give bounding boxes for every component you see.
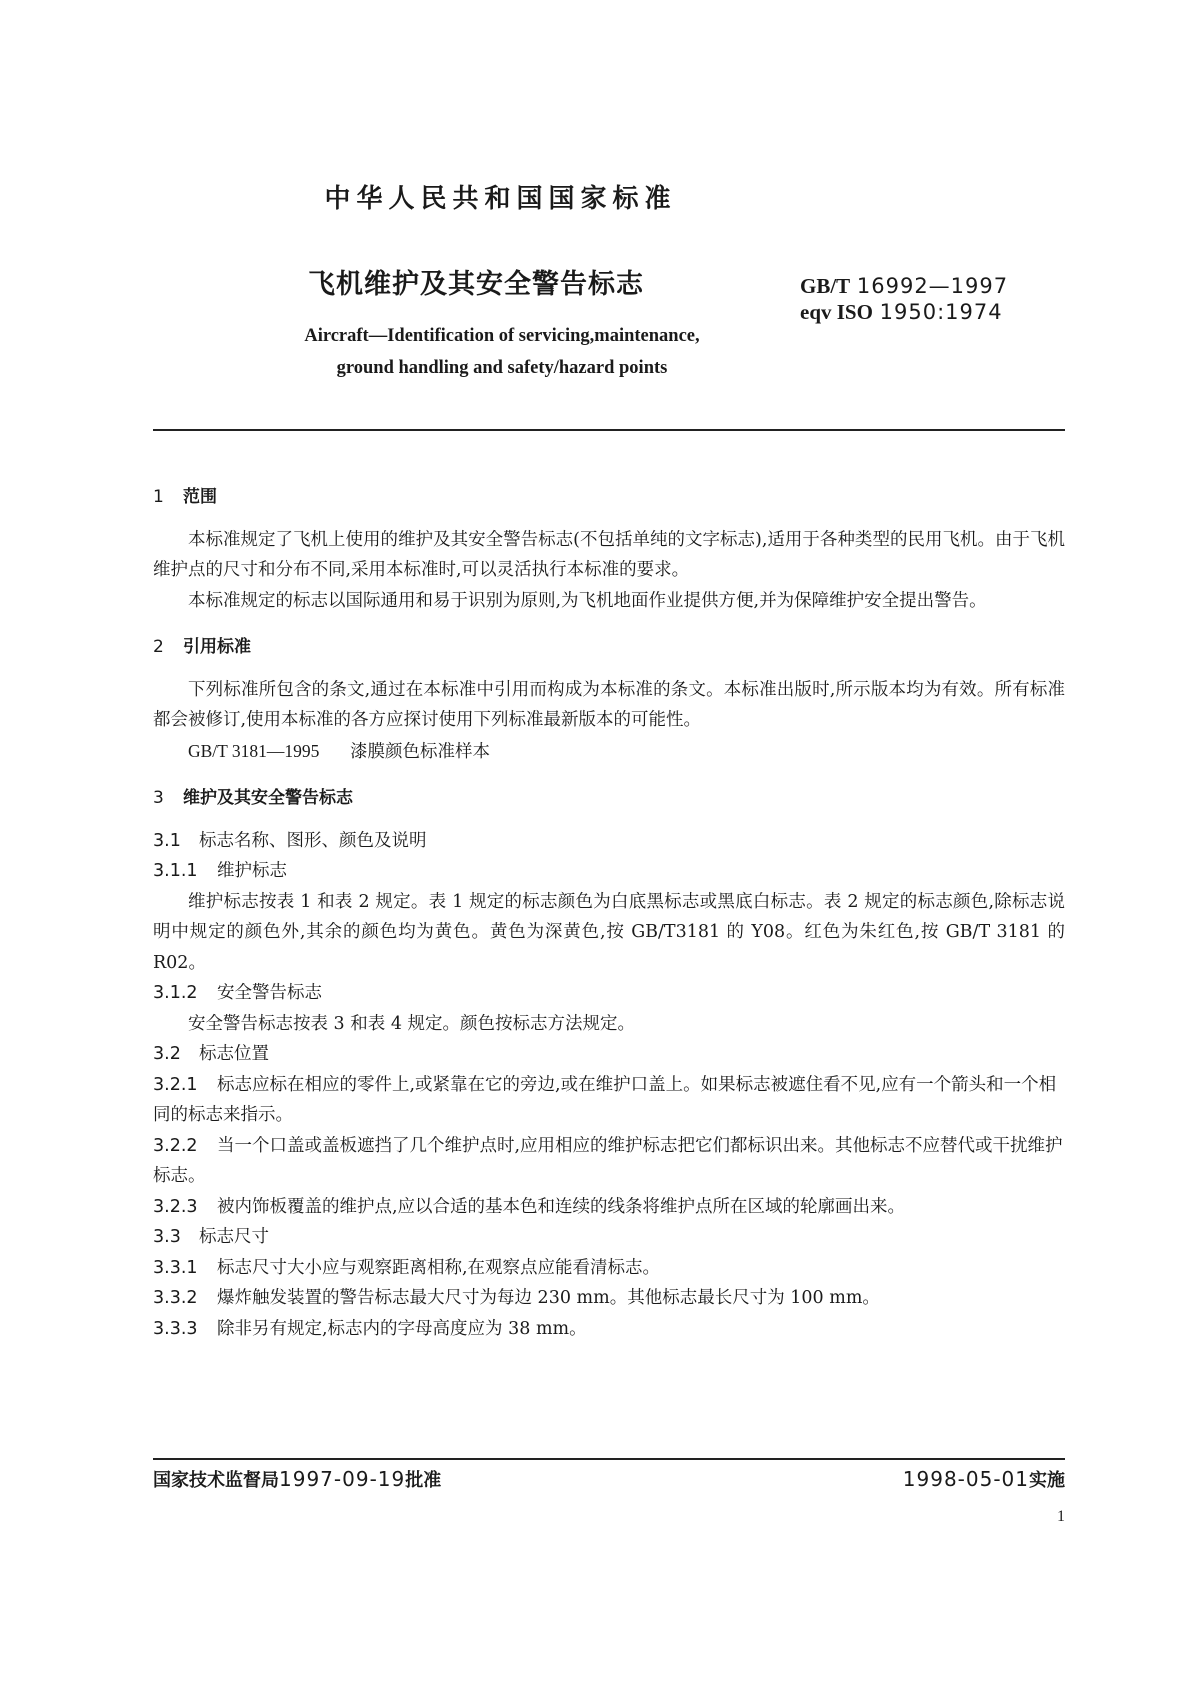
- page-number: 1: [1057, 1508, 1065, 1525]
- issuer: 国家技术监督局: [153, 1470, 279, 1491]
- document-title-en: [272, 320, 732, 384]
- section-3-1-2-para: 安全警告标志按表 3 和表 4 规定。颜色按标志方法规定。: [188, 1013, 636, 1034]
- section-3-2-2: 3.2.2 当一个口盖或盖板遮挡了几个维护点时,应用相应的维护标志把它们都标识出来。其他标志不应替代或干扰维护标志。: [153, 1135, 1063, 1186]
- standard-number-block: [800, 273, 1008, 325]
- section-3-3-1: 3.3.1 标志尺寸大小应与观察距离相称,在观察点应能看清标志。: [153, 1257, 661, 1278]
- section-3-2-3: 3.2.3 被内饰板覆盖的维护点,应以合适的基本色和连续的线条将维护点所在区域的轮廓画出来。: [153, 1196, 906, 1217]
- section-3-heading: 3 维护及其安全警告标志: [153, 788, 353, 808]
- footer-rule: [153, 1458, 1065, 1460]
- section-3-1-1-heading: 3.1.1 维护标志: [153, 861, 287, 881]
- section-3-3-heading: 3.3 标志尺寸: [153, 1227, 269, 1247]
- std-prefix: GB/T: [800, 274, 851, 298]
- section-3-1-2-heading: 3.1.2 安全警告标志: [153, 983, 322, 1003]
- referenced-standard: GB/T 3181—1995 漆膜颜色标准样本: [188, 740, 490, 762]
- section-3-2-heading: 3.2 标志位置: [153, 1044, 269, 1064]
- approval-line: [153, 1466, 441, 1492]
- effective-line: [903, 1466, 1065, 1492]
- document-body: [153, 482, 1065, 1344]
- section-2-heading: 2 引用标准: [153, 637, 251, 657]
- eqv-number: 1950:1974: [879, 300, 1003, 324]
- national-standard-heading: 中华人民共和国国家标准: [324, 184, 677, 214]
- document-title-cn: 飞机维护及其安全警告标志: [308, 269, 644, 300]
- section-3-2-1: 3.2.1 标志应标在相应的零件上,或紧靠在它的旁边,或在维护口盖上。如果标志被遮住看不见,应有一个箭头和一个相同的标志来指示。: [153, 1074, 1057, 1125]
- section-2-para-1: 下列标准所包含的条文,通过在本标准中引用而构成为本标准的条文。本标准出版时,所示版本均为有效。所有标准都会被修订,使用本标准的各方应探讨使用下列标准最新版本的可能性。: [153, 679, 1065, 730]
- approve-word: 批准: [405, 1470, 442, 1491]
- header-rule: [153, 429, 1065, 431]
- section-1-para-1: 本标准规定了飞机上使用的维护及其安全警告标志(不包括单纯的文字标志),适用于各种类型的民用飞机。由于飞机维护点的尺寸和分布不同,采用本标准时,可以灵活执行本标准的要求。: [153, 529, 1065, 580]
- section-3-1-heading: 3.1 标志名称、图形、颜色及说明: [153, 830, 427, 851]
- section-3-1-1-para: 维护标志按表 1 和表 2 规定。表 1 规定的标志颜色为白底黑标志或黑底白标志。表 2 规定的标志颜色,除标志说明中规定的颜色外,其余的颜色均为黄色。黄色为深黄色,按 GB/T3181 的 Y08。红色为朱红色,按 GB/T 3181 的 R02。: [153, 891, 1065, 973]
- section-3-3-3: 3.3.3 除非另有规定,标志内的字母高度应为 38 mm。: [153, 1318, 587, 1339]
- eqv-prefix: eqv ISO: [800, 300, 873, 324]
- title-en-line2: ground handling and safety/hazard points: [336, 358, 668, 378]
- effective-date: 1998-05-01: [902, 1467, 1029, 1491]
- section-3-3-2: 3.3.2 爆炸触发装置的警告标志最大尺寸为每边 230 mm。其他标志最长尺寸为 100 mm。: [153, 1288, 880, 1308]
- effective-word: 实施: [1029, 1470, 1065, 1491]
- title-en-line1: Aircraft—Identification of servicing,maintenance,: [304, 326, 700, 346]
- std-number: 16992—1997: [856, 274, 1009, 298]
- section-1-para-2: 本标准规定的标志以国际通用和易于识别为原则,为飞机地面作业提供方便,并为保障维护安全提出警告。: [188, 590, 987, 611]
- section-1-heading: 1 范围: [153, 487, 217, 507]
- approve-date: 1997-09-19: [279, 1467, 406, 1491]
